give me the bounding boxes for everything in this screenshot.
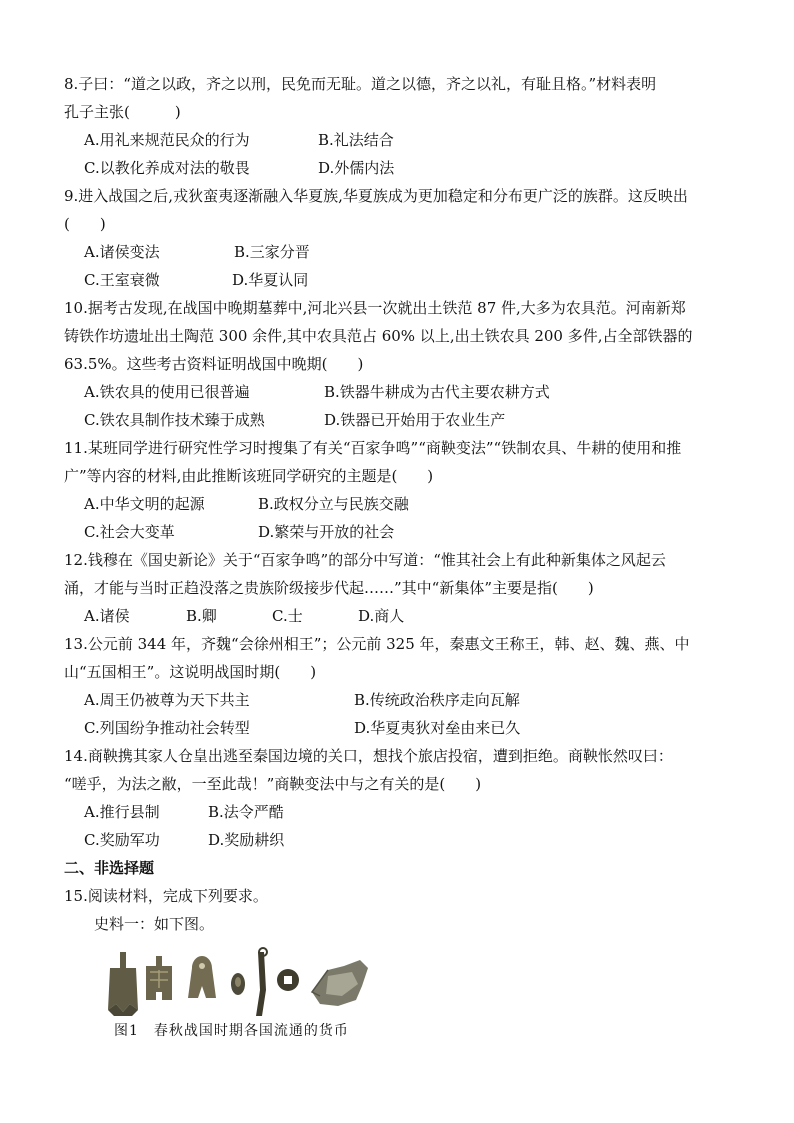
option-row bbox=[64, 518, 734, 546]
question-stem-line: 63.5%。这些考古资料证明战国中晚期( ) bbox=[64, 355, 364, 373]
option-row bbox=[64, 406, 734, 434]
option-d[interactable]: D.华夏夷狄对垒由来已久 bbox=[354, 719, 521, 737]
exam-page bbox=[64, 70, 734, 938]
question-stem-line: 山“五国相王”。这说明战国时期( ) bbox=[64, 663, 317, 681]
irregular-coin-icon bbox=[312, 960, 368, 1006]
coins-image bbox=[106, 946, 376, 1018]
option-c[interactable]: C.列国纷争推动社会转型 bbox=[84, 719, 250, 737]
section-title: 二、非选择题 bbox=[64, 859, 155, 877]
question-12 bbox=[64, 546, 734, 630]
question-stem-line: 12.钱穆在《国史新论》关于“百家争鸣”的部分中写道：“惟其社会上有此种新集体之风起云 bbox=[64, 551, 666, 569]
arched-spade-coin-icon bbox=[188, 956, 216, 998]
ant-nose-coin-icon bbox=[231, 973, 245, 995]
option-a[interactable]: A.中华文明的起源 bbox=[84, 495, 205, 513]
option-d[interactable]: D.华夏认同 bbox=[232, 271, 309, 289]
option-a[interactable]: A.推行县制 bbox=[84, 803, 160, 821]
option-b[interactable]: B.传统政治秩序走向瓦解 bbox=[354, 691, 520, 709]
question-13 bbox=[64, 630, 734, 742]
question-stem-line: 13.公元前 344 年，齐魏“会徐州相王”；公元前 325 年，秦惠文王称王，韩、赵、魏、燕、中 bbox=[64, 635, 690, 653]
option-row bbox=[64, 602, 734, 630]
option-row bbox=[64, 826, 734, 854]
option-a[interactable]: A.诸侯变法 bbox=[84, 243, 160, 261]
option-row bbox=[64, 798, 734, 826]
question-8 bbox=[64, 70, 734, 182]
question-11 bbox=[64, 434, 734, 546]
option-d[interactable]: D.繁荣与开放的社会 bbox=[258, 523, 395, 541]
question-stem-line: 14.商鞅携其家人仓皇出逃至秦国边境的关口，想找个旅店投宿，遭到拒绝。商鞅怅然叹曰： bbox=[64, 747, 673, 765]
question-stem-line: 8.子曰：“道之以政，齐之以刑，民免而无耻。道之以德，齐之以礼，有耻且格。”材料表明 bbox=[64, 75, 657, 93]
round-coin-icon bbox=[277, 969, 299, 991]
option-d[interactable]: D.商人 bbox=[358, 607, 405, 625]
question-stem-line: ( ) bbox=[64, 215, 106, 233]
option-row bbox=[64, 238, 734, 266]
question-stem-line: 广”等内容的材料,由此推断该班同学研究的主题是( ) bbox=[64, 467, 434, 485]
option-row bbox=[64, 714, 734, 742]
option-row bbox=[64, 154, 734, 182]
spade-coin-icon bbox=[108, 952, 138, 1016]
knife-coin-icon bbox=[256, 948, 267, 1016]
question-stem-line: 10.据考古发现,在战国中晚期墓葬中,河北兴县一次就出土铁范 87 件,大多为农具范。河南新郑 bbox=[64, 299, 686, 317]
question-stem-line: 孔子主张( ) bbox=[64, 103, 181, 121]
option-c[interactable]: C.奖励军功 bbox=[84, 831, 160, 849]
option-b[interactable]: B.卿 bbox=[186, 607, 217, 625]
option-b[interactable]: B.法令严酷 bbox=[208, 803, 284, 821]
question-stem-line: 铸铁作坊遗址出土陶范 300 余件,其中农具范占 60% 以上,出土铁农具 200 多件,占全部铁器的 bbox=[64, 327, 693, 345]
square-spade-coin-icon bbox=[146, 956, 172, 1000]
option-b[interactable]: B.三家分晋 bbox=[234, 243, 310, 261]
option-row bbox=[64, 378, 734, 406]
option-c[interactable]: C.士 bbox=[272, 607, 303, 625]
figure-caption: 图1 春秋战国时期各国流通的货币 bbox=[114, 1023, 349, 1039]
question-stem-line: “嗟乎，为法之敝，一至此哉！”商鞅变法中与之有关的是( ) bbox=[64, 775, 482, 793]
material-1-label: 史料一：如下图。 bbox=[94, 915, 215, 933]
option-b[interactable]: B.政权分立与民族交融 bbox=[258, 495, 409, 513]
option-c[interactable]: C.王室衰微 bbox=[84, 271, 160, 289]
option-a[interactable]: A.周王仍被尊为天下共主 bbox=[84, 691, 250, 709]
question-stem-line: 11.某班同学进行研究性学习时搜集了有关“百家争鸣”“商鞅变法”“铁制农具、牛耕的使用和推 bbox=[64, 439, 682, 457]
question-9 bbox=[64, 182, 734, 294]
option-a[interactable]: A.诸侯 bbox=[84, 607, 130, 625]
option-d[interactable]: D.奖励耕织 bbox=[208, 831, 285, 849]
question-14 bbox=[64, 742, 734, 854]
option-d[interactable]: D.铁器已开始用于农业生产 bbox=[324, 411, 506, 429]
option-row bbox=[64, 126, 734, 154]
option-c[interactable]: C.社会大变革 bbox=[84, 523, 175, 541]
question-stem-line: 9.进入战国之后,戎狄蛮夷逐渐融入华夏族,华夏族成为更加稳定和分布更广泛的族群。这反映出 bbox=[64, 187, 688, 205]
option-b[interactable]: B.铁器牛耕成为古代主要农耕方式 bbox=[324, 383, 550, 401]
option-c[interactable]: C.铁农具制作技术臻于成熟 bbox=[84, 411, 265, 429]
option-row bbox=[64, 266, 734, 294]
option-b[interactable]: B.礼法结合 bbox=[318, 131, 394, 149]
option-row bbox=[64, 686, 734, 714]
question-15-stem: 15.阅读材料，完成下列要求。 bbox=[64, 887, 268, 905]
question-10 bbox=[64, 294, 734, 434]
option-row bbox=[64, 490, 734, 518]
question-stem-line: 涌，才能与当时正趋没落之贵族阶级接步代起……”其中“新集体”主要是指( ) bbox=[64, 579, 594, 597]
option-a[interactable]: A.用礼来规范民众的行为 bbox=[84, 131, 250, 149]
option-c[interactable]: C.以教化养成对法的敬畏 bbox=[84, 159, 250, 177]
option-a[interactable]: A.铁农具的使用已很普遍 bbox=[84, 383, 250, 401]
option-d[interactable]: D.外儒内法 bbox=[318, 159, 395, 177]
